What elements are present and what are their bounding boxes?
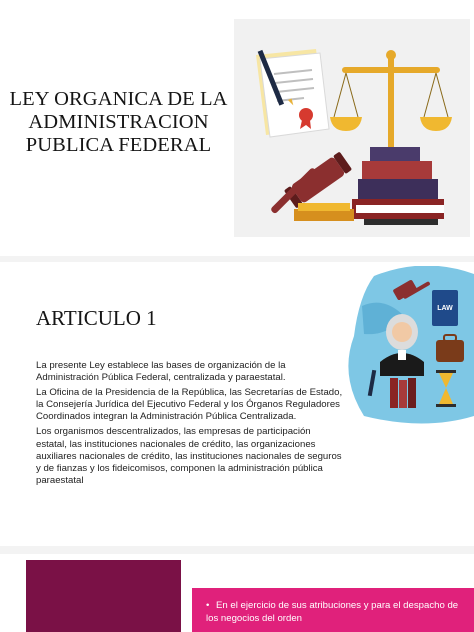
svg-text:LAW: LAW xyxy=(437,305,453,312)
slide-1 xyxy=(0,0,474,256)
document-with-pen-icon xyxy=(256,49,329,137)
bullet-dot: • xyxy=(206,600,210,611)
law-illustration xyxy=(344,266,474,426)
article-paragraph: La Oficina de la Presidencia de la República, las Secretarías de Estado, la Consejería Jurídica del Ejecutivo Federal y los Órganos Reguladores Coordinados integran la Administración Pública Centralizada. xyxy=(36,387,343,423)
article-heading: ARTICULO 1 xyxy=(36,306,157,330)
slide-title: LEY ORGANICA DE LA ADMINISTRACION PUBLICA FEDERAL xyxy=(9,88,228,156)
law-book-icon xyxy=(432,290,458,326)
justice-illustration xyxy=(234,19,470,237)
dark-panel xyxy=(26,560,181,632)
slide-2 xyxy=(0,262,474,546)
slide-separator xyxy=(0,546,474,554)
article-body xyxy=(36,360,344,490)
pink-text-box xyxy=(192,588,474,632)
article-paragraph: La presente Ley establece las bases de organización de la Administración Pública Federal, centralizada y paraestatal. xyxy=(36,360,286,384)
books-icon xyxy=(390,378,416,408)
slide-3 xyxy=(0,554,474,632)
bullet-item xyxy=(206,600,468,625)
bullet-text: En el ejercicio de sus atribuciones y para el despacho de los negocios del orden xyxy=(206,600,459,624)
article-paragraph: Los organismos descentralizados, las empresas de participación estatal, las instituciones nacionales de crédito, las organizaciones auxiliares nacionales de crédito, las instituciones nacionales de seguros y de fianzas y los fideicomisos, componen la administración pública paraestatal xyxy=(36,426,342,486)
